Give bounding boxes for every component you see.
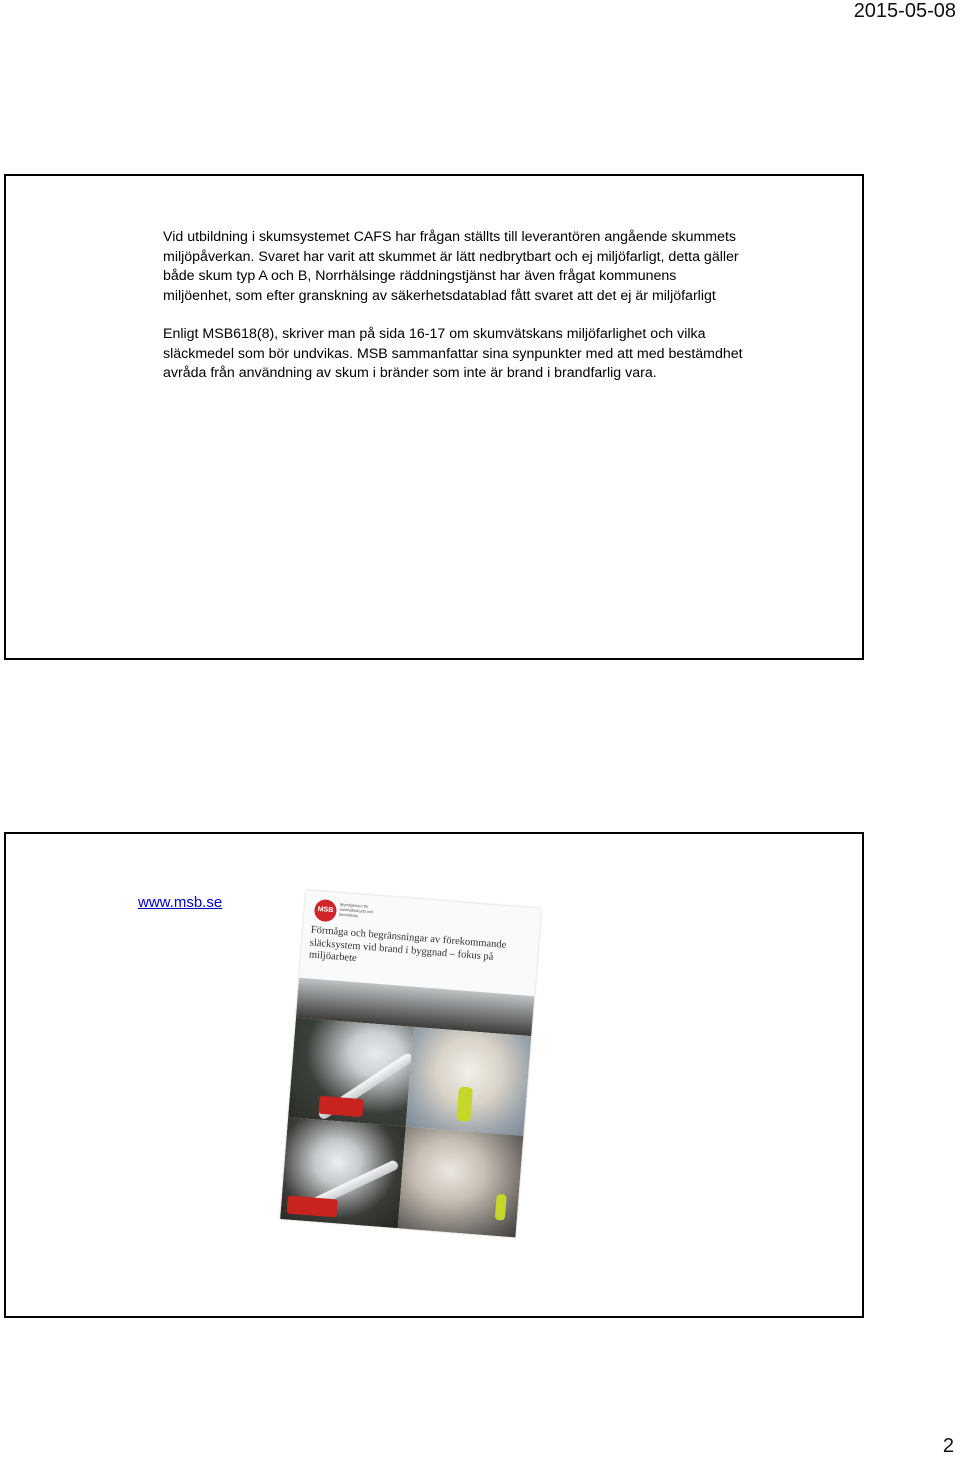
- paragraph-msb618: Enligt MSB618(8), skriver man på sida 16-17 om skumvätskans miljöfarlighet och vilka släckmedel som bör undvikas. MSB sammanfattar sina synpunkter med att med bestämdhet avråda från användning av skum i bränder som inte är brand i brandfarlig vara.: [163, 326, 743, 381]
- msb-logo: MSB: [314, 899, 338, 923]
- firefighter-smoke-photo: [406, 1027, 531, 1136]
- msb-website-link[interactable]: www.msb.se: [138, 894, 223, 911]
- smoke-firefighting-photo: [398, 1127, 524, 1238]
- slide-1: [4, 174, 864, 660]
- msb-logo-caption: Myndigheten för samhällsskydd och beredskap: [339, 901, 374, 919]
- page-number: 2: [942, 1435, 954, 1457]
- paragraph-cafs: Vid utbildning i skumsystemet CAFS har frågan ställts till leverantören angående skummets miljöpåverkan. Svaret har varit att skummet är lätt nedbrytbart och ej miljöfarligt, detta gäller både skum typ A och B, Norrhälsinge räddningstjänst har även frågat kommunens miljöenhet, som efter granskning av säkerhetsdatablad fått svaret att det ej är miljöfarligt: [163, 229, 739, 304]
- slide-1-body: [163, 228, 743, 403]
- report-cover-image: [280, 890, 541, 1237]
- report-title: Förmåga och begränsningar av förekommande släcksystem vid brand i byggnad – fokus på miljöarbete: [308, 924, 507, 965]
- slide-2: [4, 832, 864, 1318]
- page-date: 2015-05-08: [853, 0, 956, 22]
- foam-spray-photo: [288, 1018, 413, 1127]
- foam-spray-photo-2: [280, 1117, 406, 1228]
